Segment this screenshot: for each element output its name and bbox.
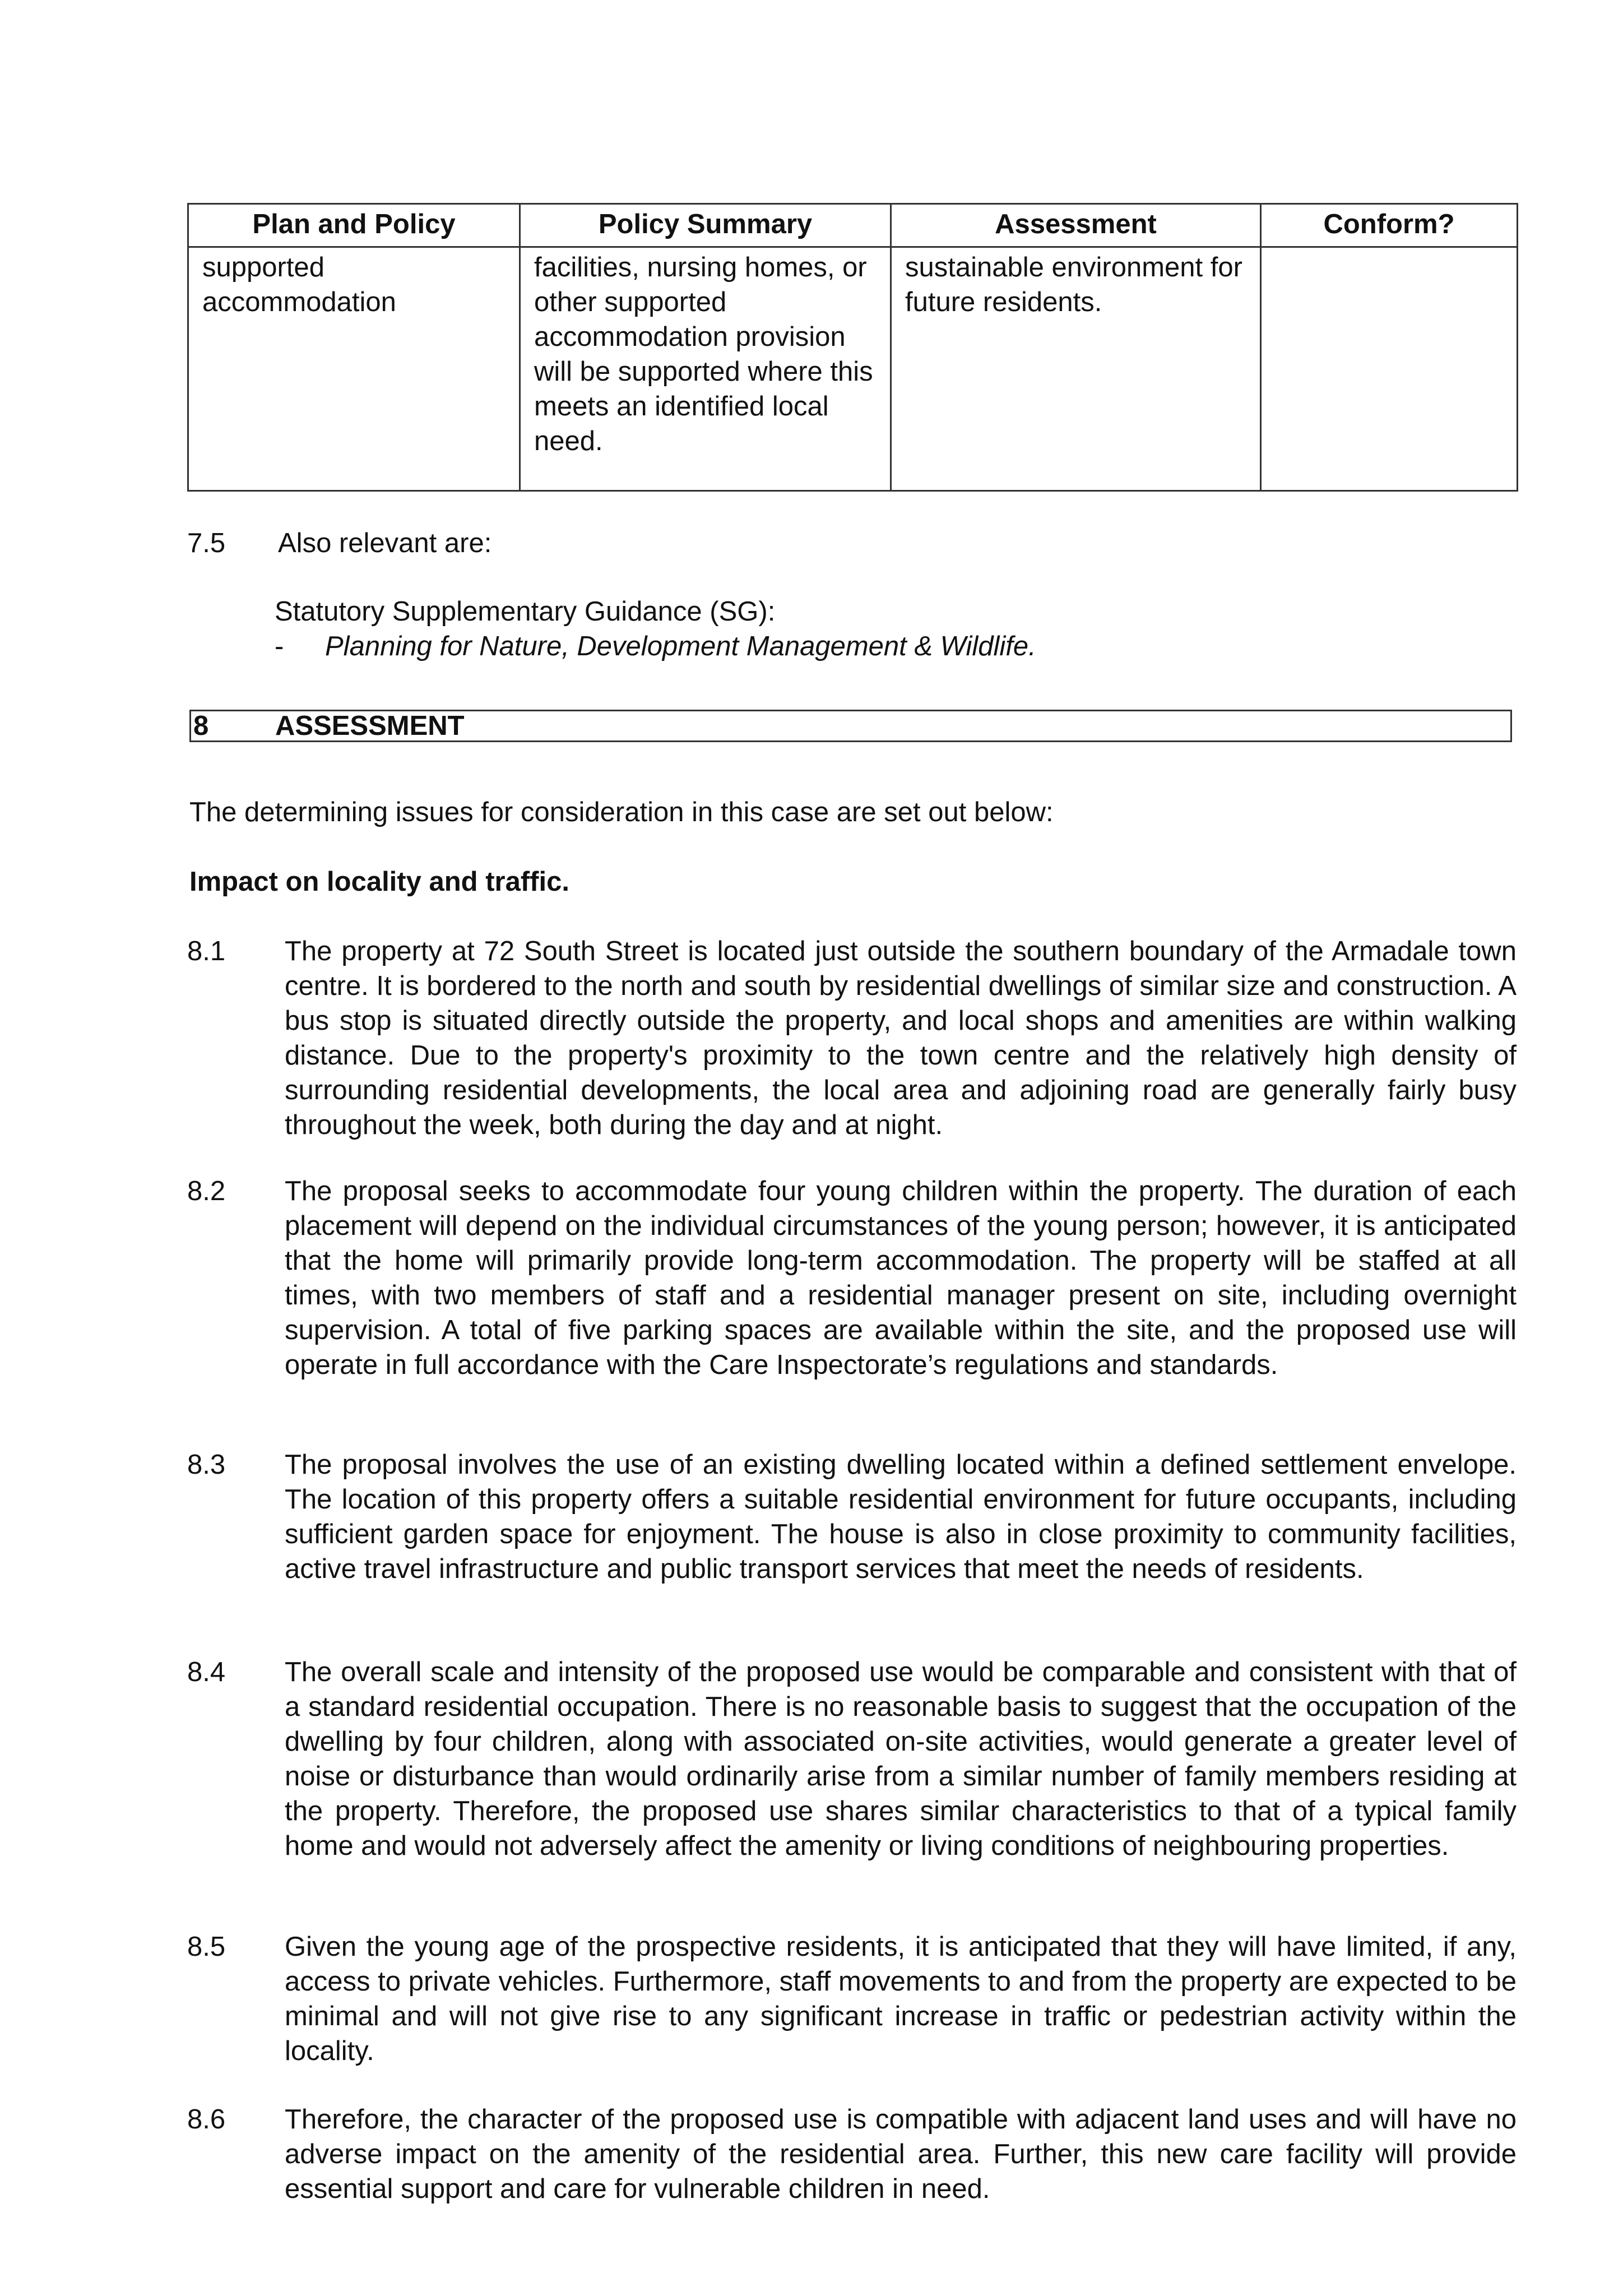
header-plan-and-policy: Plan and Policy (188, 204, 520, 247)
cell-plan-and-policy: supported accommodation (188, 247, 520, 491)
paragraph-number-8-2: 8.2 (187, 1176, 226, 1206)
header-policy-summary: Policy Summary (520, 204, 891, 247)
paragraph-7-5-text: Also relevant are: (278, 528, 492, 558)
paragraph-8-6-text: Therefore, the character of the proposed use is compatible with adjacent land uses and will have no adverse impact on the amenity of the residential area. Further, this new care facility will provide essential support and care for vulnerable children in need. (285, 2104, 1517, 2204)
intro-text: The determining issues for consideration in this case are set out below: (189, 797, 1054, 827)
paragraph-8-3-text: The proposal involves the use of an existing dwelling located within a defined settlement envelope. The location of this property offers a suitable residential environment for future occupants, including sufficient garden space for enjoyment. The house is also in close proximity to community facilities, active travel infrastructure and public transport services that meet the needs of residents. (285, 1450, 1517, 1584)
sg-heading: Statutory Supplementary Guidance (SG): (275, 596, 776, 627)
section-heading-box (189, 710, 1512, 742)
cell-assessment: sustainable environment for future residents. (891, 247, 1261, 491)
paragraph-number-8-3: 8.3 (187, 1450, 226, 1480)
paragraph-number-8-5: 8.5 (187, 1932, 226, 1962)
section-title: ASSESSMENT (275, 711, 465, 741)
policy-table (187, 203, 1518, 492)
header-assessment: Assessment (891, 204, 1261, 247)
paragraph-number-8-4: 8.4 (187, 1657, 226, 1687)
header-conform: Conform? (1261, 204, 1518, 247)
section-number: 8 (193, 711, 209, 741)
sg-list-item: Planning for Nature, Development Management & Wildlife. (325, 631, 1036, 661)
paragraph-8-4-text: The overall scale and intensity of the proposed use would be comparable and consistent with that of a standard residential occupation. There is no reasonable basis to suggest that the occupation of the dwelling by four children, along with associated on-site activities, would generate a greater level of noise or disturbance than would ordinarily arise from a similar number of family members residing at the property. Therefore, the proposed use shares similar characteristics to that of a typical family home and would not adversely affect the amenity or living conditions of neighbouring properties. (285, 1657, 1517, 1861)
cell-policy-summary: facilities, nursing homes, or other supported accommodation provision will be supported where this meets an identified local need. (520, 247, 891, 491)
paragraph-8-1-text: The property at 72 South Street is located just outside the southern boundary of the Armadale town centre. It is bordered to the north and south by residential dwellings of similar size and construction. A bus stop is situated directly outside the property, and local shops and amenities are within walking distance. Due to the property's proximity to the town centre and the relatively high density of surrounding residential developments, the local area and adjoining road are generally fairly busy throughout the week, both during the day and at night. (285, 936, 1517, 1140)
cell-conform (1261, 247, 1518, 491)
sg-list-dash: - (275, 631, 284, 661)
table-header-row (188, 204, 1518, 247)
paragraph-number-8-1: 8.1 (187, 936, 226, 966)
paragraph-8-2-text: The proposal seeks to accommodate four young children within the property. The duration of each placement will depend on the individual circumstances of the young person; however, it is anticipated that the home will primarily provide long-term accommodation. The property will be staffed at all times, with two members of staff and a residential manager present on site, including overnight supervision. A total of five parking spaces are available within the site, and the proposed use will operate in full accordance with the Care Inspectorate’s regulations and standards. (285, 1176, 1517, 1380)
table-row (188, 247, 1518, 491)
paragraph-8-5-text: Given the young age of the prospective residents, it is anticipated that they will have limited, if any, access to private vehicles. Furthermore, staff movements to and from the property are expected to be minimal and will not give rise to any significant increase in traffic or pedestrian activity within the locality. (285, 1932, 1517, 2066)
paragraph-number-7-5: 7.5 (187, 528, 226, 558)
subheading: Impact on locality and traffic. (189, 867, 569, 897)
paragraph-number-8-6: 8.6 (187, 2104, 226, 2135)
